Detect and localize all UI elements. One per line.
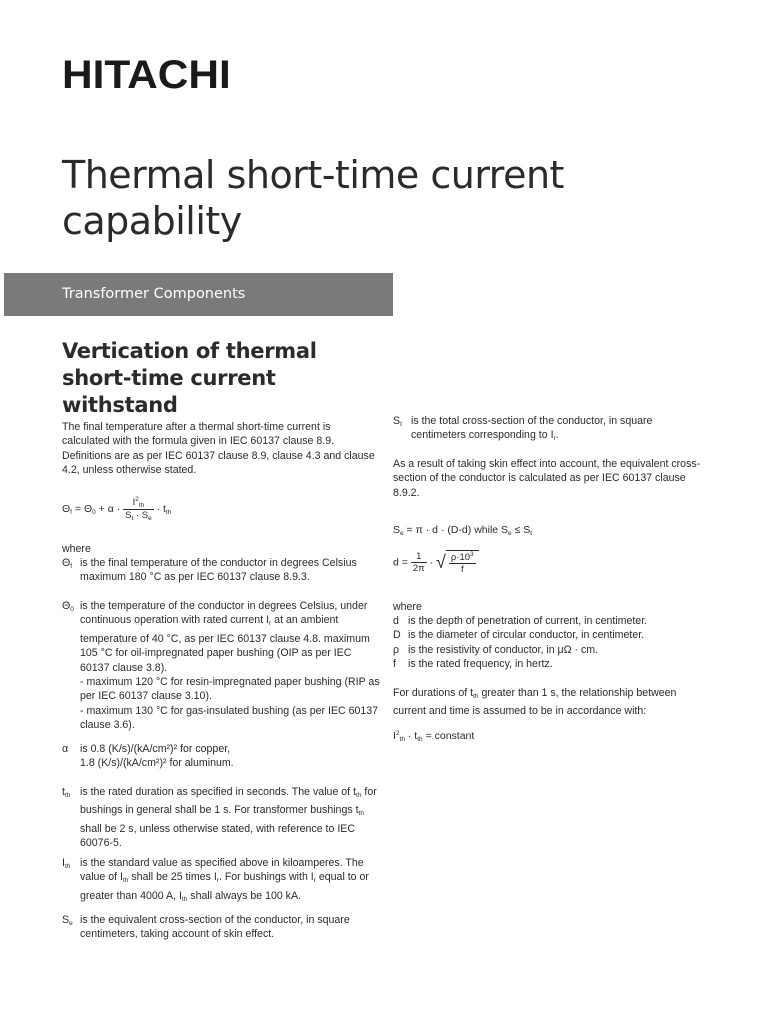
hitachi-logo: HITACHI <box>62 53 231 97</box>
def-se: $S_e$ is the equivalent cross-section of the conductor, in square centimeters, taking account of skin effect. <box>62 914 350 941</box>
d-formula: d = $\frac{1}{2\pi}$ · √ $\frac{\rho\cdot 10^3}{f}$ <box>393 550 479 575</box>
page-title: Thermal short-time current capability <box>62 153 564 243</box>
section-subtitle: Vertication of thermal short-time current withstand <box>62 339 317 417</box>
se-formula: $S_e = \pi \cdot d \cdot (D-d)$ while $S_e \le S_t$ <box>393 524 533 537</box>
def-alpha: α is 0.8 (K/s)/(kA/cm²)² for copper, 1.8 (K/s)/(kA/cm²)² for aluminum. <box>62 743 234 770</box>
where-label-right: where <box>393 601 422 613</box>
def-theta-0: $\Theta_0$ is the temperature of the conductor in degrees Celsius, under continuous operation with rated current $I_r$ at an ambient temperature of 40 °C, as per IEC 60137 clause 4.8. maximum 105 °C for oil-impregnated paper bushing (OIP as per IEC 60137 clause 3.8). - maximum 120 °C for resin-impregnated paper bushing (RIP as per IEC 60137 clause 3.10). - maximum 130 °C for gas-insulated bushing (as per IEC 60137 clause 3.6). <box>62 600 380 732</box>
def-f: f is the rated frequency, in hertz. <box>393 658 553 670</box>
category-label: Transformer Components <box>62 286 246 302</box>
final-temperature-formula: $\Theta_f = \Theta_0 + \alpha$ · $\frac{I^2_{th}}{S_t \cdot S_e}$ · $t_{th}$ <box>62 496 172 522</box>
intro-paragraph: The final temperature after a thermal short-time current is calculated with the formula given in IEC 60137 clause 8.9. Definitions are as per IEC 60137 clause 8.9, clause 4.3 and clause 4.2, unless otherwise stated. <box>62 421 375 477</box>
def-tth: $t_{th}$ is the rated duration as specified in seconds. The value of $t_{th}$ for bushings in general shall be 1 s. For transformer bushings $t_{th}$ shall be 2 s, unless otherwise stated, with reference to IEC 60076-5. <box>62 786 377 850</box>
category-band <box>4 273 393 316</box>
def-d: d is the depth of penetration of current, in centimeter. <box>393 615 648 627</box>
def-st: $S_t$ is the total cross-section of the conductor, in square centimeters corresponding to $I_r$. <box>393 415 653 443</box>
skin-effect-paragraph: As a result of taking skin effect into account, the equivalent cross-section of the conductor is calculated as per IEC 60137 clause 8.9.2. <box>393 458 701 499</box>
def-rho: ρ is the resistivity of conductor, in μΩ · cm. <box>393 644 599 656</box>
def-theta-f: $\Theta_f$ is the final temperature of the conductor in degrees Celsius maximum 180 °C as per IEC 60137 clause 8.9.3. <box>62 557 357 584</box>
def-ith: $I_{th}$ is the standard value as specified above in kiloamperes. The value of $I_{th}$ shall be 25 times $I_r$. For bushings with $I_r$ equal to or greater than 4000 A, $I_{th}$ shall always be 100 kA. <box>62 857 369 903</box>
durations-paragraph: For durations of $t_{th}$ greater than 1 s, the relationship between current and time is assumed to be in accordance with: <box>393 687 677 718</box>
where-label-left: where <box>62 543 91 555</box>
def-D: D is the diameter of circular conductor, in centimeter. <box>393 629 645 641</box>
constant-formula: $I^2_{th} \cdot t_{th}$ = constant <box>393 730 475 743</box>
